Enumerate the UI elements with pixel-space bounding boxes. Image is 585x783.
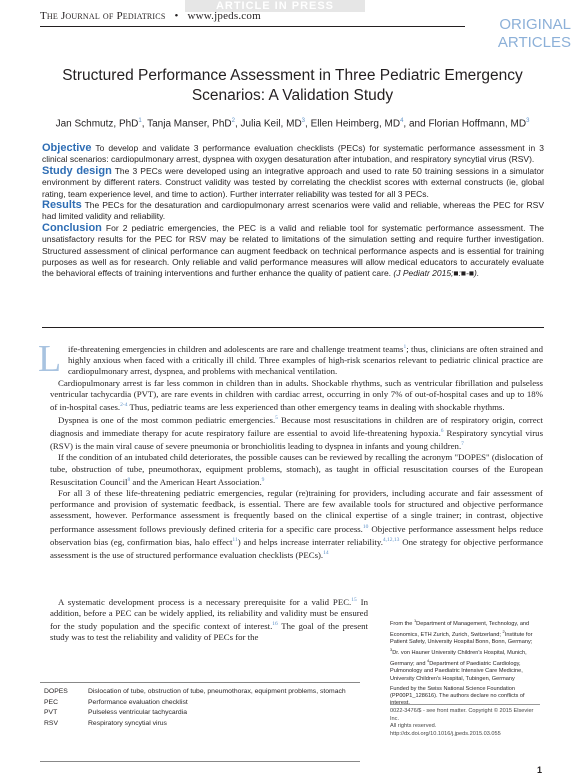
- page-number: 1: [537, 765, 543, 775]
- abstract: [42, 143, 544, 280]
- abstract-objective-label: Objective: [42, 142, 92, 154]
- reference-link[interactable]: 5: [275, 415, 278, 422]
- body-text: [50, 342, 543, 561]
- body-text-run: ; thus, clinicians are often strained and highly anxious when faced with a critically ill child. Three examples of high-risk scenarios relevant to pediatric clinical practice are cardiopulmonary arrest, dyspnea, and problems with mechanical ventilation.: [68, 343, 543, 377]
- abstract-design-label: Study design: [42, 164, 112, 177]
- abbreviation-value: Performance evaluation checklist: [88, 698, 188, 706]
- abbreviation-key: DOPES: [44, 688, 68, 695]
- header-rule: [40, 26, 465, 27]
- reference-link[interactable]: 16: [272, 621, 278, 628]
- body-text-run: Objective performance assessment helps reduce observation bias (eg, confirmation bias, halo effect: [50, 523, 543, 547]
- body-text-run: Dyspnea is one of the most common pediatric emergencies.: [58, 414, 276, 425]
- abbreviations-table: [40, 687, 350, 729]
- body-text-run: If the condition of an intubated child deteriorates, the possible causes can be reviewed by recalling the acronym "DOPES" (dislocation of tube, obstruction of tube, pneumothorax, equipment problems, stomach), as taught in official resuscitation courses of the European Resuscitation Council: [50, 452, 543, 487]
- reference-link[interactable]: 1: [403, 344, 407, 350]
- author: Jan Schmutz, PhD: [55, 118, 139, 130]
- author: Julia Keil, MD: [240, 118, 302, 130]
- abstract-results-text: The PECs for the desaturation and cardiopulmonary arrest scenarios were valid and reliable, whereas the PEC for RSV had limited validity and reliability.: [42, 200, 544, 222]
- abbreviation-value: Respiratory syncytial virus: [88, 719, 167, 727]
- journal-website-link[interactable]: www.jpeds.com: [187, 10, 261, 22]
- author-affiliation-mark: 2: [231, 118, 235, 124]
- body-paragraph: [50, 413, 543, 452]
- reference-link[interactable]: 9: [261, 476, 265, 483]
- article-in-press-banner: ARTICLE IN PRESS: [185, 0, 365, 12]
- abstract-results: [42, 200, 544, 223]
- body-text-run: The goal of the present study was to test the reliability and validity of PECs for the: [50, 621, 368, 643]
- abbreviation-row: [40, 719, 350, 730]
- body-text-run: Because most resuscitations in children are of respiratory origin, correct diagnosis and immediate therapy for acute respiratory failure are essential to avoid life-threatening hypoxia.: [50, 414, 543, 439]
- body-paragraph: [50, 452, 543, 488]
- author-separator: ,: [234, 118, 241, 130]
- abstract-conclusion-label: Conclusion: [42, 221, 102, 234]
- body-text-run: Thus, pediatric teams are less experienced than other emergency teams in dealing with shockable rhythms.: [127, 401, 505, 412]
- abbreviation-row: [40, 698, 350, 709]
- doi-link[interactable]: http://dx.doi.org/10.1016/j.jpeds.2015.03.055: [390, 730, 501, 737]
- abbreviation-value: Dislocation of tube, obstruction of tube, pneumothorax, equipment problems, stomach: [88, 688, 346, 695]
- body-text-run: One strategy for objective performance assessment is the use of structured performance evaluation checklists (PECs).: [50, 536, 543, 560]
- abstract-conclusion: [42, 223, 544, 280]
- body-text-run: A systematic development process is a necessary prerequisite for a valid PEC.: [58, 596, 352, 607]
- article-title: Structured Performance Assessment in Three Pediatric Emergency Scenarios: A Validation Study: [62, 67, 523, 104]
- author-separator: ,: [141, 118, 148, 130]
- reference-link[interactable]: 14: [323, 549, 329, 556]
- abstract-objective: [42, 143, 544, 166]
- author: Ellen Heimberg, MD: [310, 118, 401, 130]
- abstract-bottom-rule: [42, 327, 544, 328]
- affiliation: Department of Management, Technology, and Economics, ETH Zurich, Zurich, Switzerland;: [390, 620, 530, 638]
- journal-name: Journal of Pediatrics: [60, 10, 166, 22]
- abstract-design: [42, 166, 544, 200]
- reference-link[interactable]: 4,12,13: [382, 536, 400, 543]
- abbreviation-key: PVT: [44, 709, 58, 716]
- abstract-results-label: Results: [42, 199, 82, 212]
- abstract-citation: (J Pediatr 2015;■:■-■).: [391, 268, 480, 279]
- abbreviation-row: [40, 708, 350, 719]
- author-affiliation-mark: 3: [526, 118, 530, 124]
- affiliations: [390, 617, 540, 710]
- affiliation-rule: [390, 704, 540, 705]
- reference-link[interactable]: 15: [351, 597, 357, 603]
- author: Florian Hoffmann, MD: [428, 118, 527, 130]
- body-text-run: In addition, before a PEC can be widely applied, its reliability and validity must be ensured for the study population and the specific context of interest.: [50, 596, 368, 632]
- author-affiliation-mark: 1: [138, 118, 142, 124]
- reference-link[interactable]: 7: [461, 441, 464, 448]
- reference-link[interactable]: 8: [127, 476, 131, 483]
- affiliation-list: [390, 617, 540, 683]
- abbreviation-key: RSV: [44, 719, 58, 727]
- body-text-run: Cardiopulmonary arrest is far less common in children than in adults. Shockable rhythms, such as ventricular fibrillation and pulseless ventricular tachycardia (PVT), are rare events in children with cardiac arrest, occurring in only 7% of out-of-hospital cases and up to 18% of in-hospital cases.: [50, 377, 543, 412]
- affiliation-mark: 3: [390, 647, 393, 653]
- section-label: [498, 16, 571, 52]
- abbreviations-box: [40, 682, 360, 762]
- affiliation: Dr. von Hauner University Children's Hospital, Munich, Germany; and: [390, 650, 527, 668]
- author-affiliation-mark: 4: [400, 118, 404, 124]
- affiliation: Department of Paediatric Cardiology, Pulmonology and Paediatric Intensive Care Medicine, University Children's Hospital, Tubingen, Germany: [390, 661, 523, 682]
- copyright-line: All rights reserved.: [390, 723, 437, 729]
- author: Tanja Manser, PhD: [147, 118, 232, 130]
- journal-the: The: [40, 10, 58, 22]
- body-text-run: and the American Heart Association.: [130, 476, 262, 487]
- funding-statement: Funded by the Swiss National Science Foundation (PP00P1_128616). The authors declare no conflicts of: [390, 685, 525, 700]
- author-affiliation-mark: 3: [301, 118, 306, 124]
- body-paragraph: [50, 595, 368, 644]
- header-bullet: •: [174, 10, 179, 22]
- section-label-line1: ORIGINAL: [499, 16, 571, 33]
- affiliation-mark: 1: [413, 618, 417, 623]
- body-text-run: For all 3 of these life-threatening pediatric emergencies, regular (re)training for providers, including accurate and fair assessment of performance and provision of systematic feedback, is essential. There are few available tools for structured and objective performance assessment, however. Performance assessment is frequently based on the clinical expertise of a single trainer; in contrast, objective performance assessment follows previously defined criteria for a specific care process.: [50, 487, 543, 534]
- section-label-line2: ARTICLES: [497, 34, 571, 51]
- reference-link[interactable]: 2-4: [120, 401, 128, 408]
- author-separator: , and: [403, 118, 429, 130]
- body-text-run: ) and helps increase interrater reliability.: [237, 536, 383, 547]
- body-paragraph: [50, 342, 543, 378]
- affiliation-mark: 4: [427, 658, 430, 664]
- abstract-conclusion-text: For 2 pediatric emergencies, the PEC is a valid and reliable tool for systematic performance assessment. The unsatisfactory results for the PEC for RSV may be related to limitations of the simulation setting and require further investigation. Structured assessment of clinical performance can augment feedback on technical performance aspects and is essential for training purposes as well as for research. Only reliable and valid performance measures will allow medical educators to accurately evaluate the behavioral effects of training interventions and further enhance the quality of patient care.: [42, 222, 544, 279]
- affiliation-from: From the: [390, 620, 414, 627]
- abbreviation-value: Pulseless ventricular tachycardia: [88, 709, 187, 716]
- copyright-block: [390, 708, 540, 738]
- journal-header: [40, 10, 261, 22]
- body-text-run: ife-threatening emergencies in children and adolescents are rare and challenge treatment teams: [68, 343, 404, 354]
- body-text-run: Respiratory syncytial virus (RSV) is the main viral cause of severe pneumonia or bronchiolitis leading to dyspnea in infants and young children.: [50, 428, 543, 452]
- author-list: [30, 118, 555, 129]
- reference-link[interactable]: 6: [440, 428, 444, 435]
- body-paragraph: [50, 488, 543, 561]
- body-paragraph: [50, 378, 543, 414]
- abstract-objective-text: To develop and validate 3 performance evaluation checklists (PECs) for systematic performance assessment in 3 clinical scenarios: cardiopulmonary arrest, dyspnea with oxygen desaturation after intubation, and respiratory syncytial virus (RSV).: [42, 143, 544, 165]
- author-separator: ,: [305, 118, 311, 130]
- abbreviation-row: [40, 687, 350, 698]
- drop-cap: L: [38, 338, 62, 380]
- abstract-design-text: The 3 PECs were developed using an integrative approach and used to rate 50 training sessions in a simulator environment by different raters. Construct validity was tested by correlating the checklist scores with external constructs (ie, global rating, team experience level, and time to action). Further interrater reliability was tested for all 3 PECs.: [42, 165, 545, 199]
- reference-link[interactable]: 10: [362, 523, 369, 530]
- reference-link[interactable]: 11: [232, 536, 238, 543]
- body-text-narrow: [50, 595, 368, 644]
- copyright-line: 0022-3476/$ - see front matter. Copyright © 2015 Elsevier Inc.: [390, 708, 534, 722]
- affiliation-mark: 2: [502, 629, 505, 635]
- abbreviation-key: PEC: [44, 698, 58, 706]
- affiliation: Institute for Patient Safety, University Hospital Bonn, Bonn, Germany;: [390, 631, 533, 646]
